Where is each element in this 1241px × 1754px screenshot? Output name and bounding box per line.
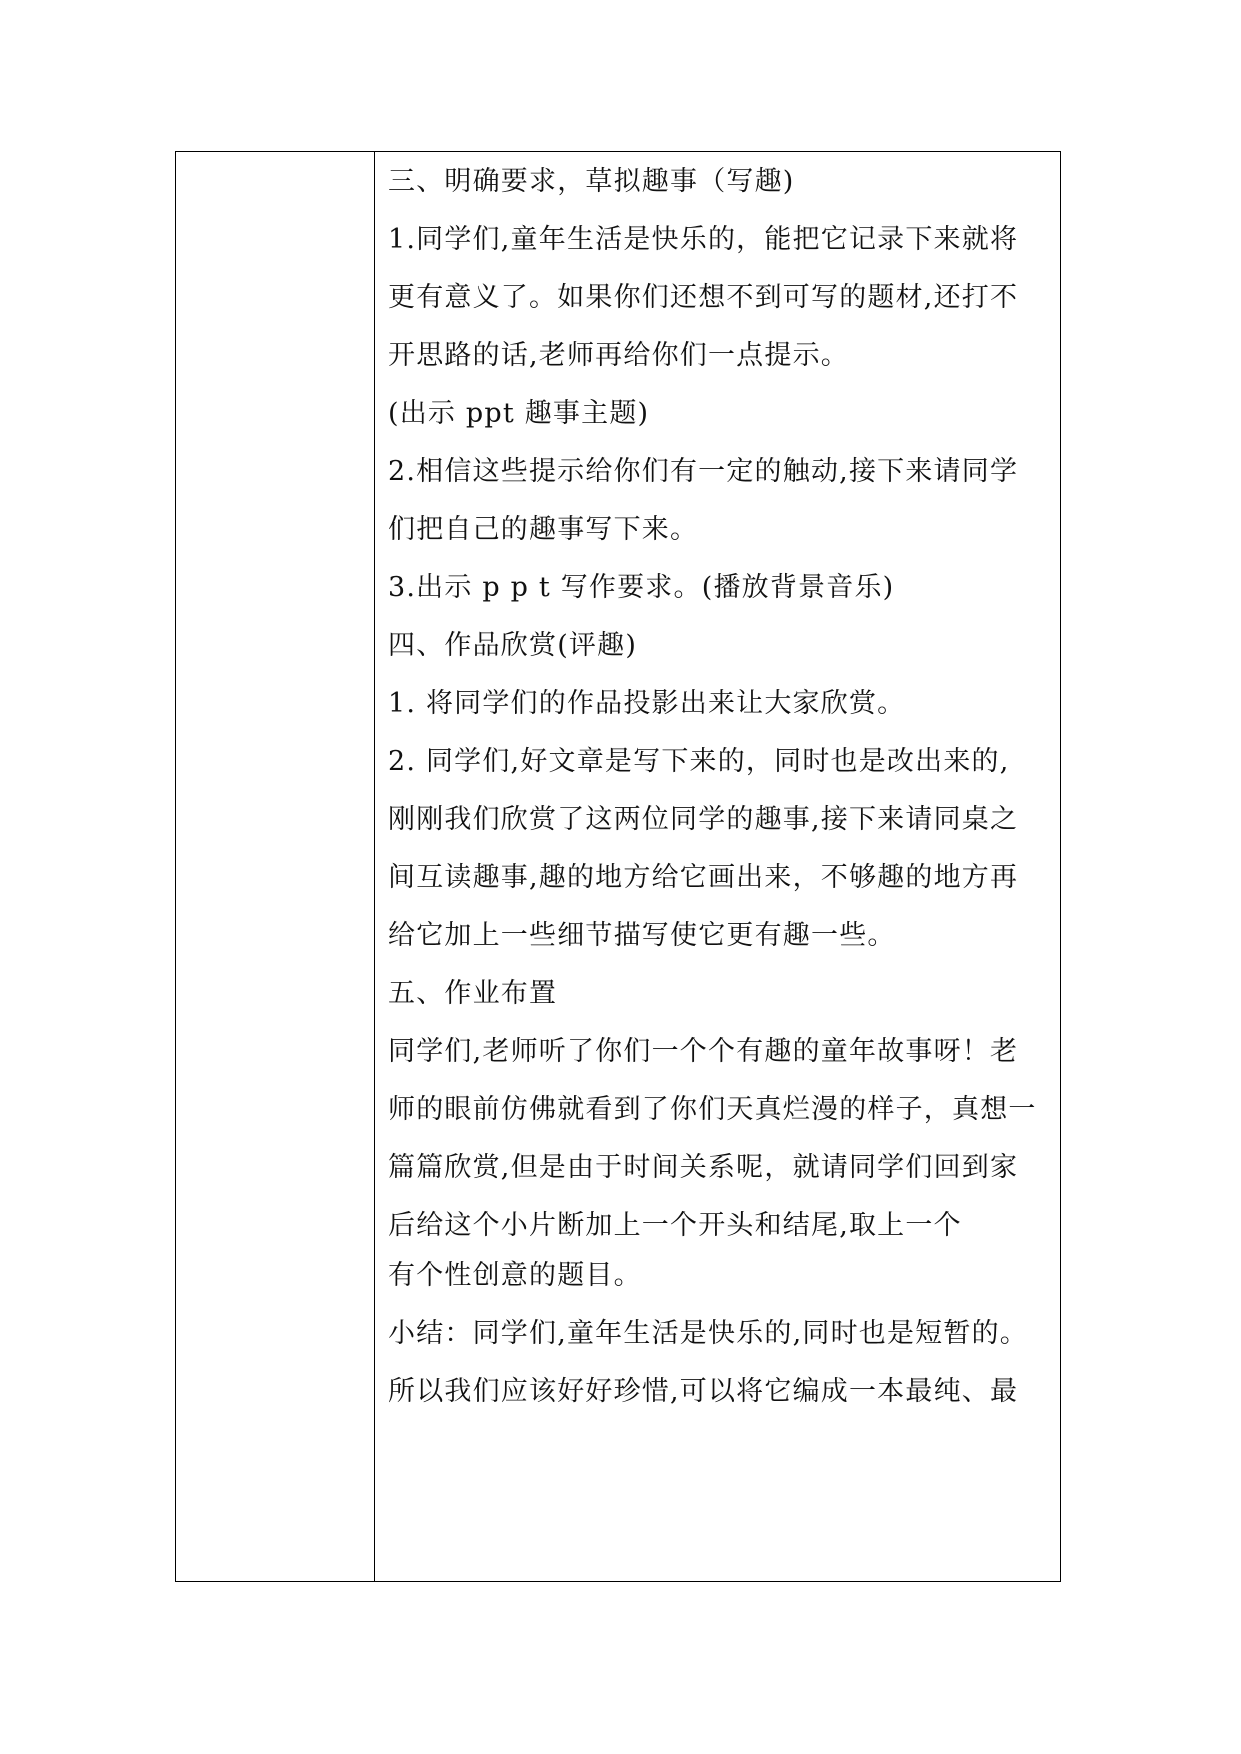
text-line: 同学们,老师听了你们一个个有趣的童年故事呀！老 [388,1036,1019,1067]
section-heading-5: 五、作业布置 [388,978,558,1009]
table-left-cell [176,152,375,1581]
text-line: 1.同学们,童年生活是快乐的，能把它记录下来就将 [388,224,1019,255]
text-line: 3.出示 p p t 写作要求。(播放背景音乐) [388,572,895,603]
text-line: 后给这个小片断加上一个开头和结尾,取上一个 [388,1210,962,1241]
text-line: 1. 将同学们的作品投影出来让大家欣赏。 [388,688,906,719]
table-right-cell [375,152,1060,1581]
text-line: 给它加上一些细节描写使它更有趣一些。 [388,920,896,951]
text-line: 篇篇欣赏,但是由于时间关系呢，就请同学们回到家 [388,1152,1019,1183]
text-line: 2. 同学们,好文章是写下来的，同时也是改出来的, [388,746,1010,777]
text-line: 间互读趣事,趣的地方给它画出来，不够趣的地方再 [388,862,1019,893]
text-line: 所以我们应该好好珍惜,可以将它编成一本最纯、最 [388,1376,1019,1407]
text-line: 师的眼前仿佛就看到了你们天真烂漫的样子，真想一 [388,1094,1037,1125]
section-heading-3: 三、明确要求，草拟趣事（写趣) [388,166,795,197]
text-line: 小结：同学们,童年生活是快乐的,同时也是短暂的。 [388,1318,1028,1349]
text-line: (出示 ppt 趣事主题) [388,398,650,429]
text-line: 2.相信这些提示给你们有一定的触动,接下来请同学 [388,456,1019,487]
text-line: 们把自己的趣事写下来。 [388,514,699,545]
lesson-plan-table [175,151,1061,1582]
text-line: 开思路的话,老师再给你们一点提示。 [388,340,849,371]
section-heading-4: 四、作品欣赏(评趣) [388,630,638,661]
text-line: 刚刚我们欣赏了这两位同学的趣事,接下来请同桌之 [388,804,1019,835]
text-line: 有个性创意的题目。 [388,1260,642,1291]
text-line: 更有意义了。如果你们还想不到可写的题材,还打不 [388,282,1019,313]
